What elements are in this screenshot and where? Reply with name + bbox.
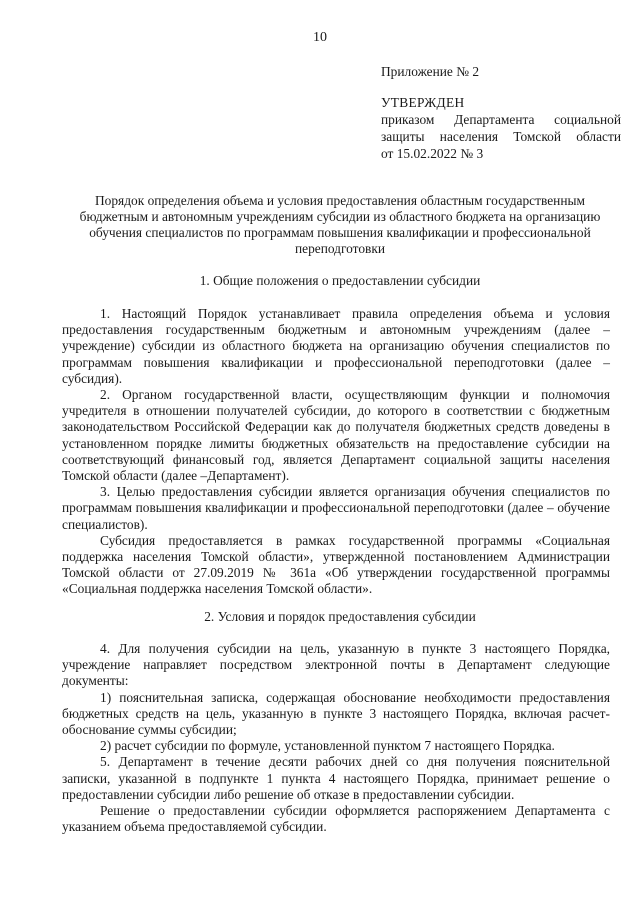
approval-block [381,63,621,162]
document-title: Порядок определения объема и условия предоставления областным государственным бюджетным и автономным учреждениям субсидии из областного бюджета на организацию обучения специалистов по программам повышения квалификации и профессиональной переподготовки [79,193,601,256]
approval-line: защиты населения Томской области [381,129,621,144]
paragraph: 2) расчет субсидии по формуле, установленной пунктом 7 настоящего Порядка. [100,738,555,754]
annex-label: Приложение № 2 [381,64,480,79]
page-number: 10 [313,30,327,45]
section-2-heading: 2. Условия и порядок предоставления субсидии [204,609,476,624]
section-1-body [62,306,610,598]
paragraph: Решение о предоставлении субсидии оформляется распоряжением Департамента с указанием объема предоставляемой субсидии. [62,803,610,835]
approval-line: приказом Департамента социальной [381,112,621,127]
approval-date: от 15.02.2022 № 3 [381,146,484,161]
paragraph: 1. Настоящий Порядок устанавливает правила определения объема и условия предоставления государственным бюджетным и автономным учреждениям (далее – учреждение) субсидии из областного бюджета на организацию обучения специалистов по программам повышения квалификации и профессиональной переподготовки (далее – субсидия). [62,306,610,386]
section-1-heading: 1. Общие положения о предоставлении субсидии [199,273,481,288]
paragraph: 3. Целью предоставления субсидии является организация обучения специалистов по программам повышения квалификации и профессиональной переподготовки (далее – обучение специалистов). [62,484,610,532]
paragraph: 4. Для получения субсидии на цель, указанную в пункте 3 настоящего Порядка, учреждение направляет посредством электронной почты в Департамент следующие документы: [62,641,610,689]
paragraph: 5. Департамент в течение десяти рабочих дней со дня получения пояснительной записки, указанной в подпункте 1 пункта 4 настоящего Порядка, принимает решение о предоставлении субсидии либо решение об отказе в предоставлении субсидии. [62,754,610,802]
paragraph: Субсидия предоставляется в рамках государственной программы «Социальная поддержка населения Томской области», утвержденной постановлением Администрации Томской области от 27.09.2019 № 361а «Об утверждении государственной программы «Социальная поддержка населения Томской области». [62,532,610,597]
paragraph: 2. Органом государственной власти, осуществляющим функции и полномочия учредителя в отношении получателей субсидии, до которого в соответствии с бюджетным законодательством Российской Федерации как до получателя бюджетных средств доведены в установленном порядке лимиты бюджетных обязательств на предоставление субсидии на соответствующий финансовый год, является Департамент социальной защиты населения Томской области (далее –Департамент). [62,387,610,484]
section-2-body [62,641,610,835]
paragraph: 1) пояснительная записка, содержащая обоснование необходимости предоставления бюджетных средств на цель, указанную в пункте 3 настоящего Порядка, включая расчет-обоснование суммы субсидии; [62,689,610,738]
approved-label: УТВЕРЖДЕН [381,95,465,110]
